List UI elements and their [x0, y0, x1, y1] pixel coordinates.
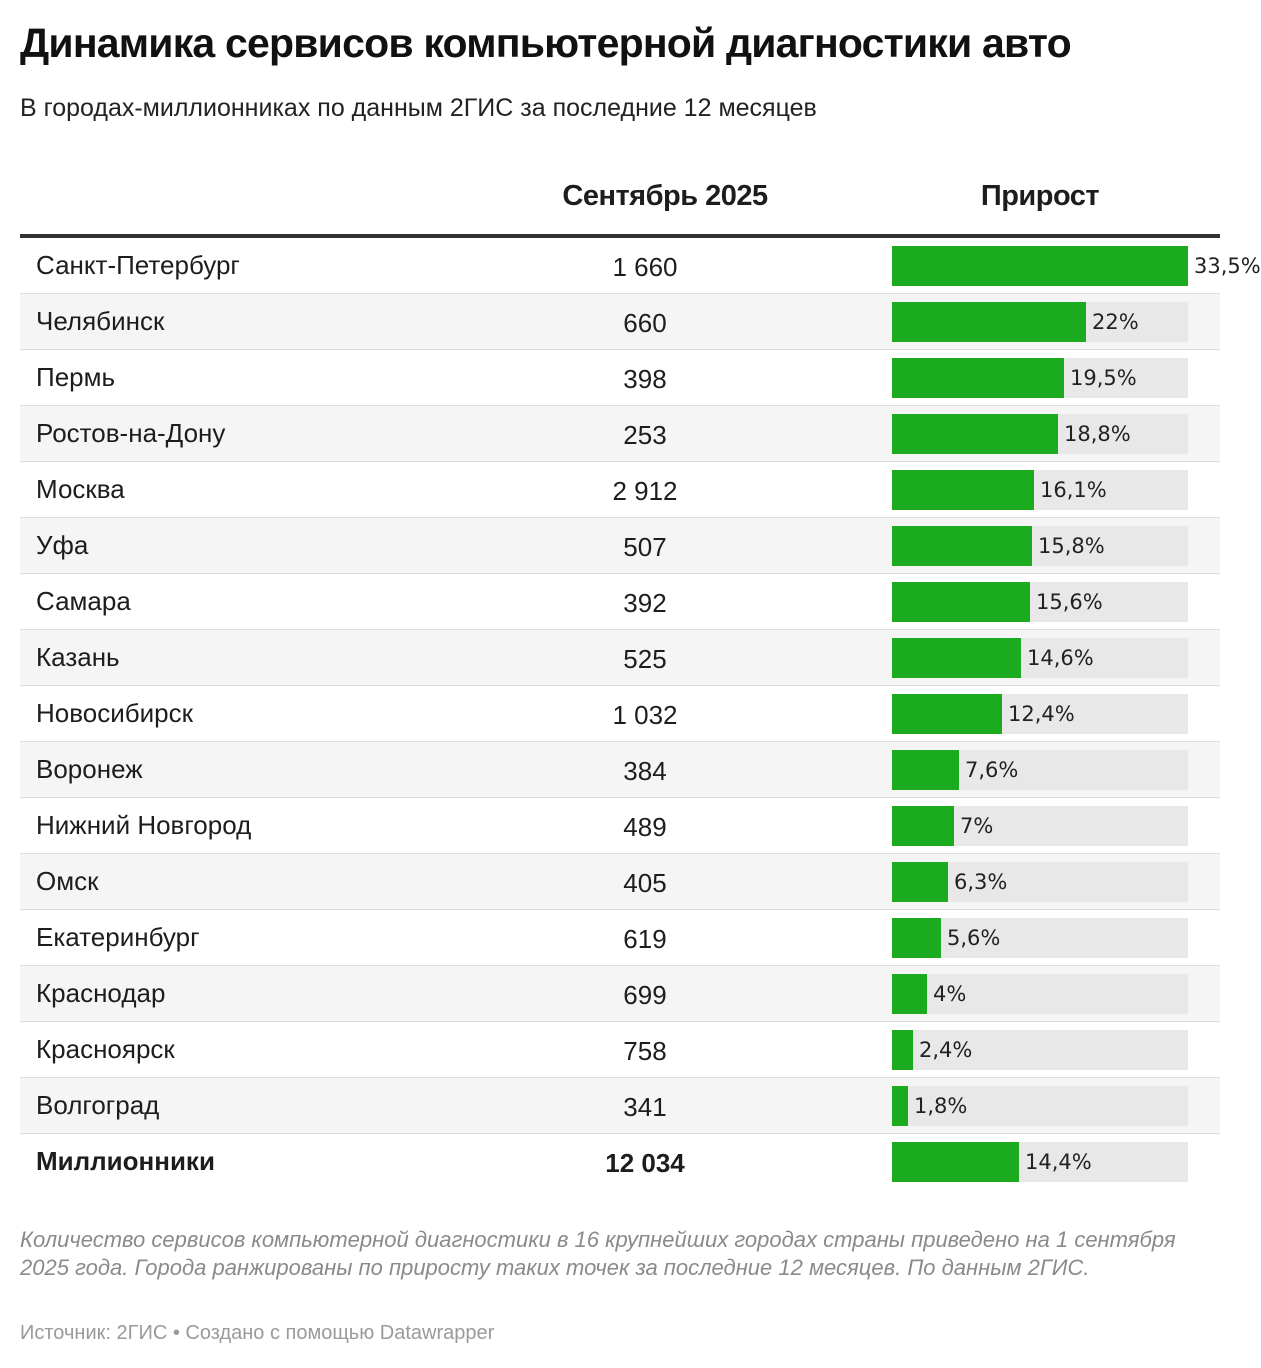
table-row — [20, 686, 1220, 742]
growth-bar-track — [892, 246, 1261, 286]
growth-label: 33,5% — [1194, 254, 1261, 278]
city-label: Казань — [36, 642, 120, 672]
growth-bar — [892, 414, 1058, 454]
table-row — [20, 462, 1220, 518]
chart-notes: Количество сервисов компьютерной диагностики в 16 крупнейших городах страны приведено на 1 сентября 2025 года. Города ранжированы по приросту таких точек за последние 12 месяцев. По данным 2ГИС. — [20, 1227, 1176, 1280]
growth-label: 7,6% — [965, 758, 1019, 782]
table-header — [20, 180, 1220, 238]
growth-bar-track — [892, 414, 1188, 454]
city-label: Миллионники — [36, 1146, 215, 1176]
table-row — [20, 406, 1220, 462]
city-label: Омск — [36, 866, 99, 896]
city-label: Ростов-на-Дону — [36, 418, 226, 448]
city-label: Красноярск — [36, 1034, 175, 1064]
growth-label: 16,1% — [1040, 478, 1107, 502]
growth-label: 15,8% — [1038, 534, 1105, 558]
table-row — [20, 518, 1220, 574]
city-label: Екатеринбург — [36, 922, 200, 952]
growth-bar-track — [892, 1142, 1188, 1182]
value-cell: 699 — [623, 980, 667, 1010]
growth-bar — [892, 470, 1034, 510]
city-label: Нижний Новгород — [36, 810, 252, 840]
growth-label: 1,8% — [914, 1094, 968, 1118]
chart-subtitle: В городах-миллионниках по данным 2ГИС за последние 12 месяцев — [20, 94, 817, 122]
value-cell: 1 032 — [612, 700, 678, 730]
value-cell: 619 — [623, 924, 667, 954]
value-cell: 489 — [623, 812, 667, 842]
growth-bar-track — [892, 1030, 1188, 1070]
growth-bar-track — [892, 918, 1188, 958]
growth-bar-track — [892, 526, 1188, 566]
growth-bar — [892, 974, 927, 1014]
table-row — [20, 742, 1220, 798]
growth-bar-track — [892, 1086, 1188, 1126]
value-cell: 12 034 — [605, 1148, 685, 1178]
city-label: Воронеж — [36, 754, 143, 784]
city-label: Волгоград — [36, 1090, 160, 1120]
table-row — [20, 630, 1220, 686]
table-row — [20, 798, 1220, 854]
table-row — [20, 966, 1220, 1022]
growth-bar-track — [892, 974, 1188, 1014]
growth-bar-track — [892, 638, 1188, 678]
growth-bar — [892, 582, 1030, 622]
value-cell: 507 — [623, 532, 667, 562]
growth-bar — [892, 1086, 908, 1126]
value-cell: 253 — [623, 420, 667, 450]
value-cell: 384 — [623, 756, 667, 786]
growth-label: 14,6% — [1027, 646, 1094, 670]
city-label: Самара — [36, 586, 131, 616]
growth-label: 14,4% — [1025, 1150, 1092, 1174]
value-cell: 1 660 — [612, 252, 678, 282]
value-cell: 758 — [623, 1036, 667, 1066]
city-label: Пермь — [36, 362, 116, 392]
growth-label: 6,3% — [954, 870, 1008, 894]
growth-bar-track — [892, 694, 1188, 734]
value-cell: 398 — [623, 364, 667, 394]
chart-title: Динамика сервисов компьютерной диагностики авто — [20, 20, 1071, 66]
growth-bar-track — [892, 862, 1188, 902]
value-cell: 2 912 — [612, 476, 678, 506]
growth-label: 12,4% — [1008, 702, 1075, 726]
city-label: Санкт-Петербург — [36, 250, 240, 280]
table-row — [20, 910, 1220, 966]
growth-bar — [892, 1030, 913, 1070]
column-header-value: Сентябрь 2025 — [562, 180, 768, 212]
growth-bar — [892, 694, 1002, 734]
value-cell: 405 — [623, 868, 667, 898]
growth-label: 5,6% — [947, 926, 1001, 950]
growth-bar-track — [892, 806, 1188, 846]
growth-bar — [892, 638, 1021, 678]
value-cell: 341 — [623, 1092, 667, 1122]
growth-label: 22% — [1092, 310, 1139, 334]
growth-bar-track — [892, 302, 1188, 342]
value-cell: 660 — [623, 308, 667, 338]
value-cell: 392 — [623, 588, 667, 618]
growth-bar — [892, 1142, 1019, 1182]
growth-bar-track — [892, 358, 1188, 398]
growth-bar — [892, 526, 1032, 566]
table-row-total — [20, 1134, 1220, 1189]
growth-label: 15,6% — [1036, 590, 1103, 614]
growth-bar — [892, 918, 941, 958]
growth-bar-track — [892, 582, 1188, 622]
growth-bar — [892, 750, 959, 790]
table-row — [20, 1022, 1220, 1078]
growth-bar — [892, 358, 1064, 398]
city-label: Новосибирск — [36, 698, 193, 728]
city-label: Краснодар — [36, 978, 166, 1008]
table-row — [20, 854, 1220, 910]
growth-label: 4% — [933, 982, 967, 1006]
table-row — [20, 574, 1220, 630]
chart-source: Источник: 2ГИС • Создано с помощью Datawrapper — [20, 1322, 495, 1344]
growth-label: 18,8% — [1064, 422, 1131, 446]
growth-label: 2,4% — [919, 1038, 973, 1062]
table-row — [20, 1078, 1220, 1134]
city-label: Москва — [36, 474, 125, 504]
table-row — [20, 294, 1220, 350]
growth-bar-track — [892, 470, 1188, 510]
column-header-growth: Прирост — [980, 180, 1100, 212]
growth-label: 7% — [960, 814, 994, 838]
table-row — [20, 238, 1261, 294]
growth-label: 19,5% — [1070, 366, 1137, 390]
city-label: Уфа — [36, 530, 89, 560]
table-row — [20, 350, 1220, 406]
city-label: Челябинск — [36, 306, 165, 336]
growth-bar — [892, 246, 1188, 286]
growth-bar — [892, 862, 948, 902]
table-body — [20, 238, 1261, 1189]
value-cell: 525 — [623, 644, 667, 674]
growth-bar — [892, 806, 954, 846]
growth-bar-track — [892, 750, 1188, 790]
growth-bar — [892, 302, 1086, 342]
